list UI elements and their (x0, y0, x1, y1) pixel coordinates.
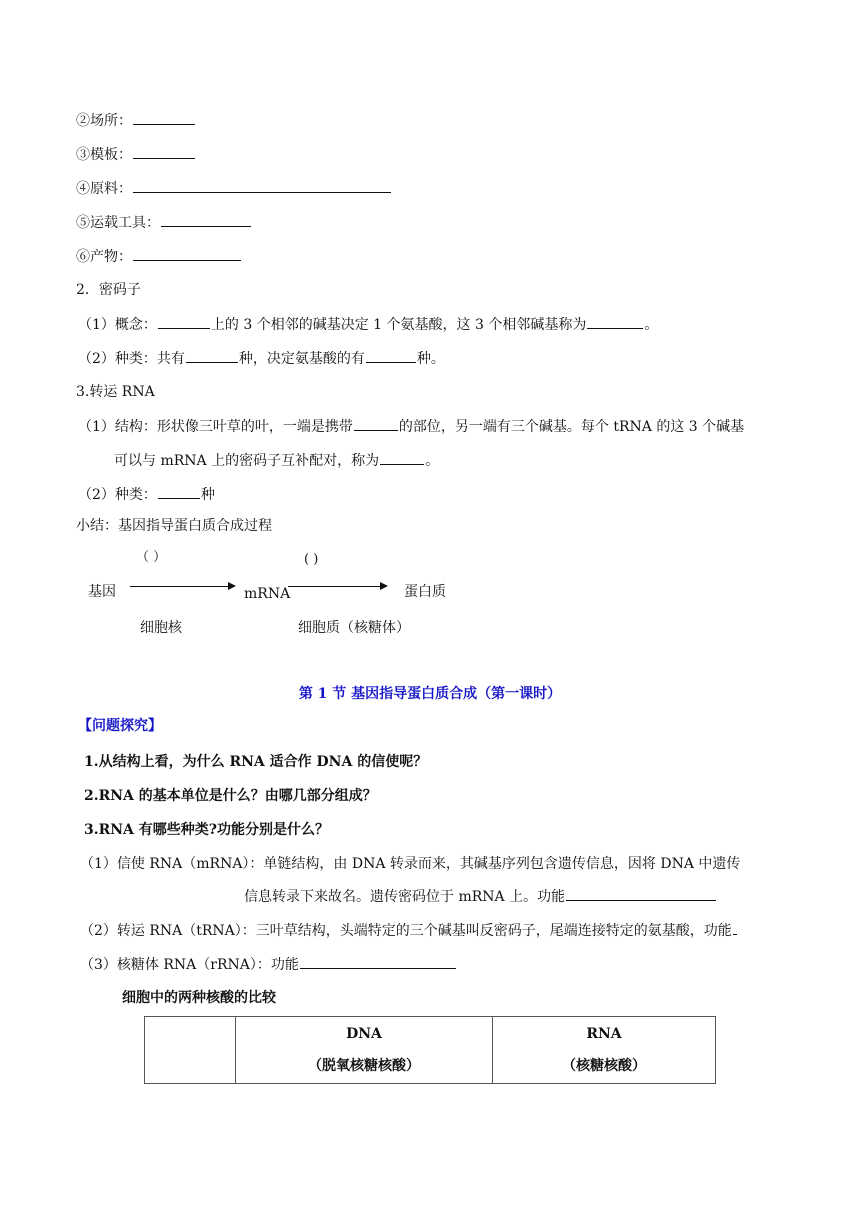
mrna-function-blank[interactable] (566, 886, 716, 901)
summary-paren-1[interactable]: （ ） (136, 550, 167, 565)
summary-mrna: mRNA (244, 586, 291, 602)
summary-gene: 基因 (88, 584, 116, 600)
summary-cytoplasm: 细胞质（核糖体） (298, 620, 410, 636)
summary-paren-2[interactable]: ( ) (304, 552, 319, 567)
product-blank[interactable] (133, 246, 241, 261)
trna-structure-blank-1[interactable] (354, 416, 398, 431)
arrow-right-icon (288, 586, 386, 587)
product-line: ⑥产物： (76, 246, 242, 267)
trna-structure: （1）结构：形状像三叶草的叶，一端是携带 的部位，另一端有三个碱基。每个 tRNA 的这 3 个碱基 (78, 416, 744, 437)
mrna-description: （1）信使 RNA（mRNA）：单链结构，由 DNA 转录而来，其碱基序列包含遗传信息，因将 DNA 中遗传 (80, 856, 741, 872)
section-title: 第 1 节 基因指导蛋白质合成（第一课时） (298, 686, 562, 702)
trna-description: （2）转运 RNA（tRNA）：三叶草结构，头端特定的三个碱基叫反密码子，尾端连接特定的氨基酸，功能 (80, 920, 738, 941)
site-line: ②场所： (76, 110, 196, 131)
trna-structure-blank-2[interactable] (380, 450, 424, 465)
codon-kinds-blank-1[interactable] (186, 348, 238, 363)
summary-protein: 蛋白质 (404, 584, 446, 600)
question-2: 2.RNA 的基本单位是什么？由哪几部分组成？ (84, 788, 377, 804)
nucleic-acid-comparison-table (144, 1016, 716, 1084)
table-header-rna: RNA （核糖核酸） (493, 1017, 716, 1084)
codon-concept-blank-1[interactable] (158, 314, 210, 329)
template-blank[interactable] (133, 144, 195, 159)
template-line: ③模板： (76, 144, 196, 165)
trna-heading: 3.转运 RNA (76, 384, 155, 400)
arrow-right-icon (130, 586, 234, 587)
trna-kinds-blank[interactable] (158, 484, 200, 499)
trna-kinds: （2）种类： 种 (78, 484, 215, 505)
question-1: 1.从结构上看，为什么 RNA 适合作 DNA 的信使呢？ (84, 754, 428, 770)
codon-kinds: （2）种类：共有 种，决定氨基酸的有 种。 (78, 348, 445, 369)
codon-heading: 2．密码子 (76, 282, 141, 298)
trna-structure-cont: 可以与 mRNA 上的密码子互补配对，称为 。 (114, 450, 439, 471)
material-blank[interactable] (133, 178, 391, 193)
codon-kinds-blank-2[interactable] (366, 348, 416, 363)
table-header-dna: DNA （脱氧核糖核酸） (236, 1017, 493, 1084)
rrna-description: （3）核糖体 RNA（rRNA）：功能 (80, 954, 457, 975)
mrna-function: 信息转录下来故名。遗传密码位于 mRNA 上。功能 (244, 886, 717, 907)
codon-concept: （1）概念： 上的 3 个相邻的碱基决定 1 个氨基酸，这 3 个相邻碱基称为 。 (78, 314, 658, 335)
compare-title: 细胞中的两种核酸的比较 (122, 990, 276, 1006)
material-line: ④原料： (76, 178, 392, 199)
site-blank[interactable] (133, 110, 195, 125)
summary-nucleus: 细胞核 (140, 620, 182, 636)
trna-function-blank[interactable] (733, 920, 737, 935)
inquiry-heading: 【问题探究】 (78, 718, 162, 734)
codon-concept-blank-2[interactable] (587, 314, 643, 329)
table-corner-cell (145, 1017, 236, 1084)
carrier-line: ⑤运载工具： (76, 212, 252, 233)
rrna-function-blank[interactable] (300, 954, 456, 969)
table-row (145, 1017, 716, 1084)
question-3: 3.RNA 有哪些种类?功能分别是什么？ (84, 822, 329, 838)
carrier-blank[interactable] (161, 212, 251, 227)
summary-title: 小结：基因指导蛋白质合成过程 (76, 518, 272, 534)
